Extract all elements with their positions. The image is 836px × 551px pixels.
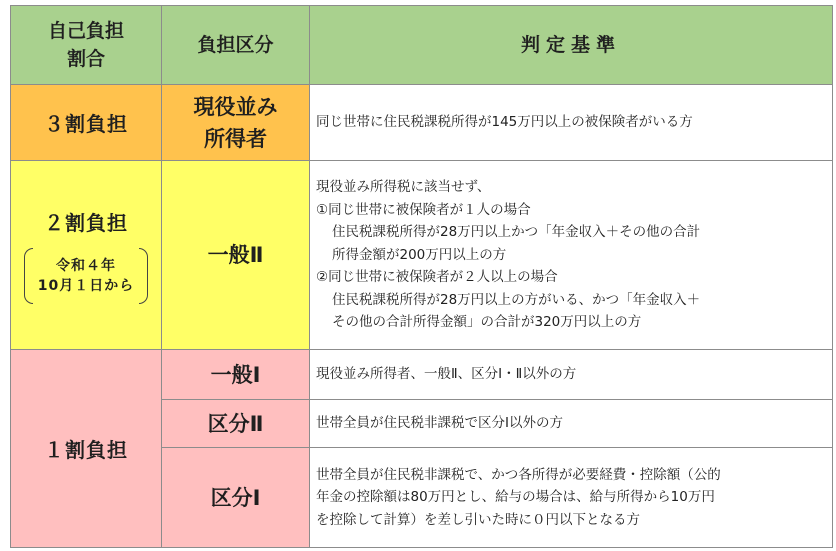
category-general-1: 一般Ⅰ bbox=[162, 350, 310, 400]
category-line1: 現役並み bbox=[193, 94, 278, 119]
row-two-percent bbox=[11, 161, 833, 350]
criteria-line: ②同じ世帯に被保険者が２人以上の場合 bbox=[316, 269, 558, 286]
copayment-table bbox=[10, 5, 833, 548]
category-general-2: 一般Ⅱ bbox=[162, 161, 310, 350]
ratio-one: １割負担 bbox=[11, 350, 162, 548]
category-class-2: 区分Ⅱ bbox=[162, 400, 310, 448]
header-ratio bbox=[11, 6, 162, 85]
criteria-three: 同じ世帯に住民税課税所得が145万円以上の被保険者がいる方 bbox=[310, 85, 833, 161]
row-one-general-1 bbox=[11, 350, 833, 400]
row-three-percent bbox=[11, 85, 833, 161]
note-line1: 令和４年 bbox=[56, 257, 116, 274]
criteria-line: 世帯全員が住民税非課税で、かつ各所得が必要経費・控除額（公的 bbox=[316, 466, 721, 483]
criteria-line: を控除して計算）を差し引いた時に０円以下となる方 bbox=[316, 511, 640, 528]
note-bracket-left bbox=[24, 248, 33, 304]
criteria-line: 年金の控除額は80万円とし、給与の場合は、給与所得から10万円 bbox=[316, 489, 715, 506]
criteria-class-2: 世帯全員が住民税非課税で区分Ⅰ以外の方 bbox=[310, 400, 833, 448]
note-bracket-right bbox=[139, 248, 148, 304]
criteria-line: 住民税課税所得が28万円以上かつ「年金収入＋その他の合計 bbox=[332, 224, 701, 241]
note-line2: 10月１日から bbox=[37, 277, 135, 294]
category-line2: 所得者 bbox=[204, 126, 267, 151]
ratio-two-cell bbox=[11, 161, 162, 350]
ratio-three: ３割負担 bbox=[11, 85, 162, 161]
header-row bbox=[11, 6, 833, 85]
header-category: 負担区分 bbox=[162, 6, 310, 85]
criteria-line: その他の合計所得金額」の合計が320万円以上の方 bbox=[332, 314, 642, 331]
header-ratio-line1: 自己負担 bbox=[47, 20, 124, 42]
criteria-class-1 bbox=[310, 448, 833, 548]
criteria-line: ①同じ世帯に被保険者が１人の場合 bbox=[316, 201, 531, 218]
header-ratio-line2: 割合 bbox=[66, 48, 105, 70]
effective-date-note bbox=[24, 248, 148, 304]
criteria-line: 所得金額が200万円以上の方 bbox=[332, 246, 507, 263]
criteria-two bbox=[310, 161, 833, 350]
criteria-general-1: 現役並み所得者、一般Ⅱ、区分Ⅰ・Ⅱ以外の方 bbox=[310, 350, 833, 400]
ratio-two: ２割負担 bbox=[44, 210, 128, 235]
category-class-1: 区分Ⅰ bbox=[162, 448, 310, 548]
category-active-income bbox=[162, 85, 310, 161]
criteria-line: 現役並み所得税に該当せず、 bbox=[316, 179, 491, 196]
criteria-line: 住民税課税所得が28万円以上の方がいる、かつ「年金収入＋ bbox=[332, 291, 701, 308]
header-criteria: 判定基準 bbox=[310, 6, 833, 85]
